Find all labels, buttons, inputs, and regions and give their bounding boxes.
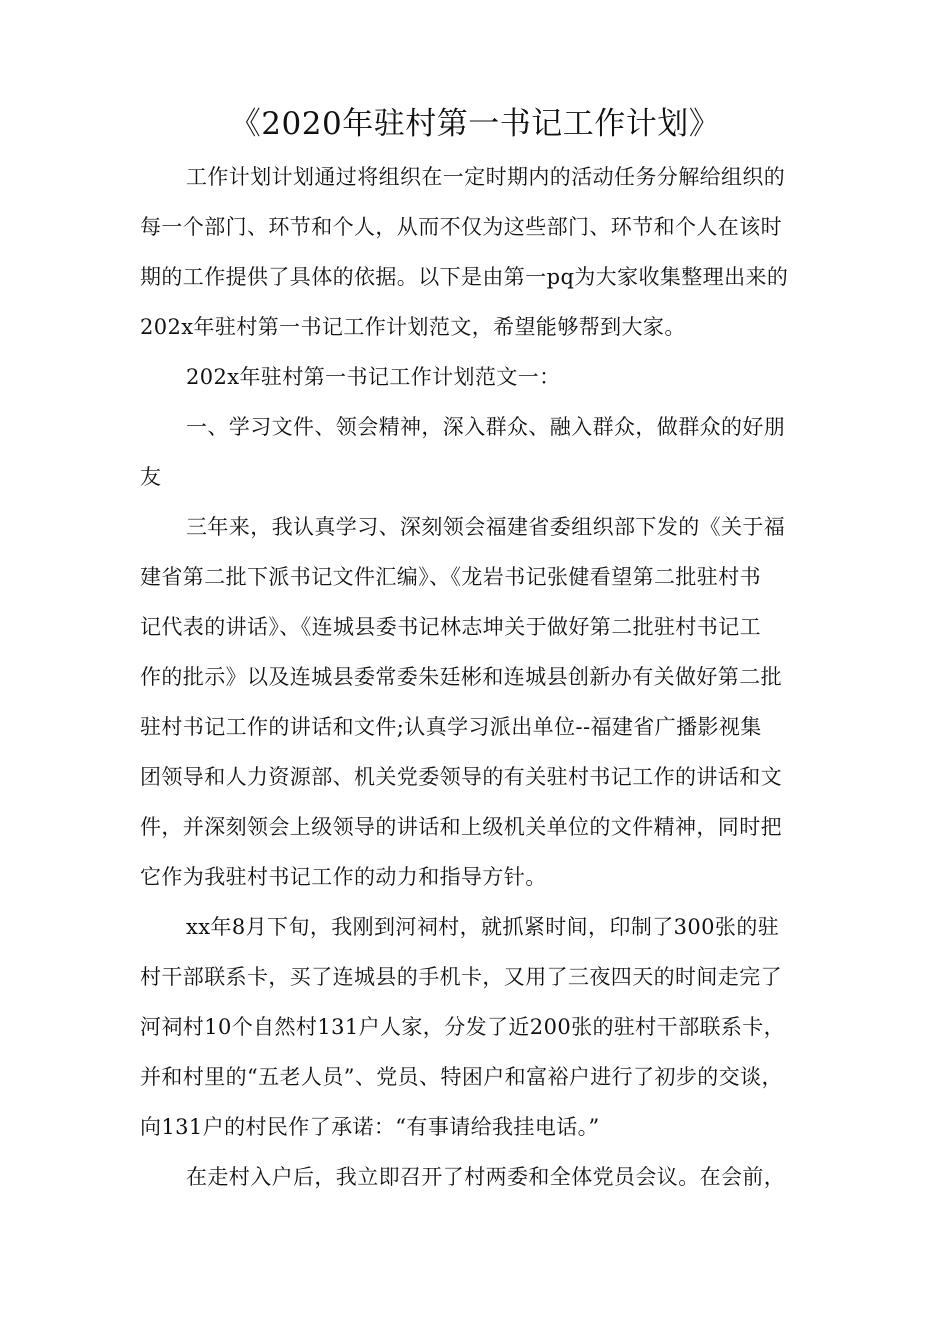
paragraph-line: 向131户的村民作了承诺：“有事请给我挂电话。” xyxy=(140,1115,600,1139)
paragraph-line: 它作为我驻村书记工作的动力和指导方针。 xyxy=(140,865,547,889)
section-heading-line: 一、学习文件、领会精神，深入群众、融入群众，做群众的好朋 xyxy=(186,415,786,439)
document-body xyxy=(140,152,824,1202)
paragraph-line: 每一个部门、环节和个人，从而不仅为这些部门、环节和个人在该时 xyxy=(140,215,782,239)
paragraph-line: 作的批示》以及连城县委常委朱廷彬和连城县创新办有关做好第二批 xyxy=(140,665,782,689)
paragraph-line: 驻村书记工作的讲话和文件;认真学习派出单位--福建省广播影视集 xyxy=(140,715,762,739)
paragraph-line: 并和村里的“五老人员”、党员、特困户和富裕户进行了初步的交谈， xyxy=(140,1065,783,1089)
paragraph-line: 件，并深刻领会上级领导的讲话和上级机关单位的文件精神，同时把 xyxy=(140,815,782,839)
paragraph-line: 团领导和人力资源部、机关党委领导的有关驻村书记工作的讲话和文 xyxy=(140,765,782,789)
paragraph-line: 202x年驻村第一书记工作计划范文，希望能够帮到大家。 xyxy=(140,315,686,339)
paragraph-line: 期的工作提供了具体的依据。以下是由第一pq为大家收集整理出来的 xyxy=(140,265,789,289)
paragraph-line: 记代表的讲话》、《连城县委书记林志坤关于做好第二批驻村书记工 xyxy=(140,615,761,639)
subheading-line: 202x年驻村第一书记工作计划范文一： xyxy=(186,365,561,389)
paragraph-line: 工作计划计划通过将组织在一定时期内的活动任务分解给组织的 xyxy=(186,165,786,189)
paragraph-line: 三年来，我认真学习、深刻领会福建省委组织部下发的《关于福 xyxy=(186,515,786,539)
paragraph-line: 村干部联系卡，买了连城县的手机卡，又用了三夜四天的时间走完了 xyxy=(140,965,782,989)
paragraph-line: xx年8月下旬，我刚到河祠村，就抓紧时间，印制了300张的驻 xyxy=(186,915,780,939)
paragraph-line: 在走村入户后，我立即召开了村两委和全体党员会议。在会前， xyxy=(186,1165,786,1189)
document-title: 《2020年驻村第一书记工作计划》 xyxy=(229,106,721,142)
paragraph-line: 河祠村10个自然村131户人家，分发了近200张的驻村干部联系卡， xyxy=(140,1015,786,1039)
paragraph-line: 建省第二批下派书记文件汇编》、《龙岩书记张健看望第二批驻村书 xyxy=(140,565,761,589)
section-heading-line: 友 xyxy=(140,465,162,489)
